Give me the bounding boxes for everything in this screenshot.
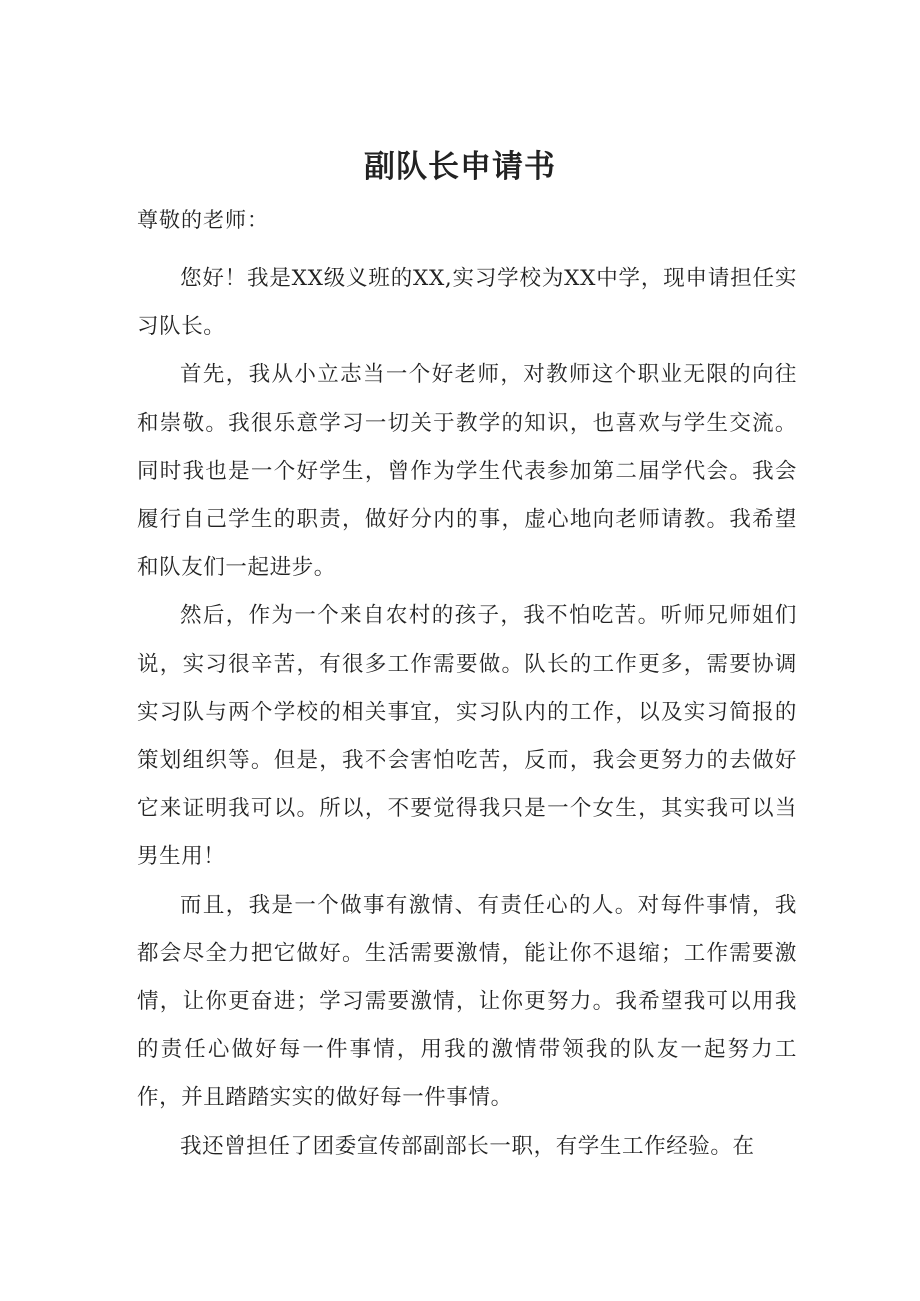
paragraph-second: 然后，作为一个来自农村的孩子，我不怕吃苦。听师兄师姐们说，实习很辛苦，有很多工作需要做。队长的工作更多，需要协调实习队与两个学校的相关事宜，实习队内的工作，以及实习简报的策划组织等。但是，我不会害怕吃苦，反而，我会更努力的去做好它来证明我可以。所以，不要觉得我只是一个女生，其实我可以当男生用！ [137, 603, 797, 870]
paragraph-fourth: 我还曾担任了团委宣传部副部长一职，有学生工作经验。在 [180, 1133, 755, 1159]
paragraph-intro: 您好！我是XX级义班的XX,实习学校为XX中学，现申请担任实习队长。 [137, 266, 797, 340]
letter-body [137, 255, 797, 1171]
paragraph-third: 而且，我是一个做事有激情、有责任心的人。对每件事情，我都会尽全力把它做好。生活需要激情，能让你不退缩；工作需要激情，让你更奋进；学习需要激情，让你更努力。我希望我可以用我的责任心做好每一件事情，用我的激情带领我的队友一起努力工作，并且踏踏实实的做好每一件事情。 [137, 892, 797, 1111]
paragraph-first: 首先，我从小立志当一个好老师，对教师这个职业无限的向往和崇敬。我很乐意学习一切关于教学的知识，也喜欢与学生交流。同时我也是一个好学生，曾作为学生代表参加第二届学代会。我会履行自己学生的职责，做好分内的事，虚心地向老师请教。我希望和队友们一起进步。 [137, 362, 797, 581]
page-title: 副队长申请书 [364, 148, 556, 185]
salutation: 尊敬的老师： [137, 208, 269, 232]
